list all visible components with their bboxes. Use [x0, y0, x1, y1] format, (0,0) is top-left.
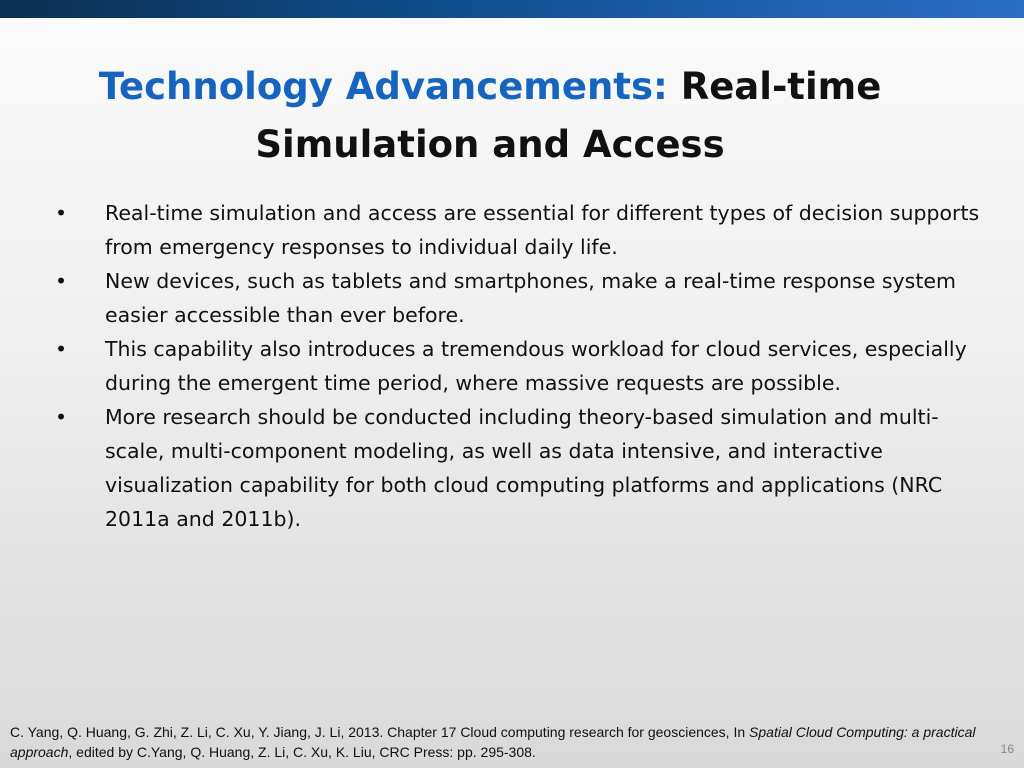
bullet-text: Real-time simulation and access are essential for different types of decision supports from emergency responses to individual daily life. [105, 201, 980, 259]
bullet-item [50, 400, 980, 536]
citation-text: C. Yang, Q. Huang, G. Zhi, Z. Li, C. Xu, Y. Jiang, J. Li, 2013. Chapter 17 Cloud computing research for geosciences, In [10, 724, 750, 740]
bullet-text: New devices, such as tablets and smartphones, make a real-time response system easier accessible than ever before. [105, 269, 956, 327]
bullet-item [50, 332, 980, 400]
slide-title-main: Real-time [680, 65, 882, 108]
slide-title-second-line: Simulation and Access [255, 123, 725, 166]
bullet-text: More research should be conducted including theory-based simulation and multi-scale, multi-component modeling, as well as data intensive, and interactive visualization capability for both cloud computing platforms and applications (NRC 2011a and 2011b). [105, 405, 943, 531]
top-accent-bar [0, 0, 1024, 18]
bullet-list [50, 196, 980, 536]
citation [10, 722, 1010, 762]
slide-title [60, 58, 920, 174]
bullet-marker: • [55, 269, 68, 293]
bullet-marker: • [55, 201, 68, 225]
slide-title-accent: Technology Advancements: [98, 65, 668, 108]
bullet-item [50, 264, 980, 332]
bullet-item [50, 196, 980, 264]
citation-book-title: Spatial Cloud Computing: a practical approach [10, 724, 976, 760]
bullet-marker: • [55, 405, 68, 429]
page-number: 16 [1000, 742, 1014, 756]
bullet-text: This capability also introduces a tremendous workload for cloud services, especially during the emergent time period, where massive requests are possible. [105, 337, 967, 395]
bullet-marker: • [55, 337, 68, 361]
citation-text-end: , edited by C.Yang, Q. Huang, Z. Li, C. Xu, K. Liu, CRC Press: pp. 295-308. [68, 744, 536, 760]
